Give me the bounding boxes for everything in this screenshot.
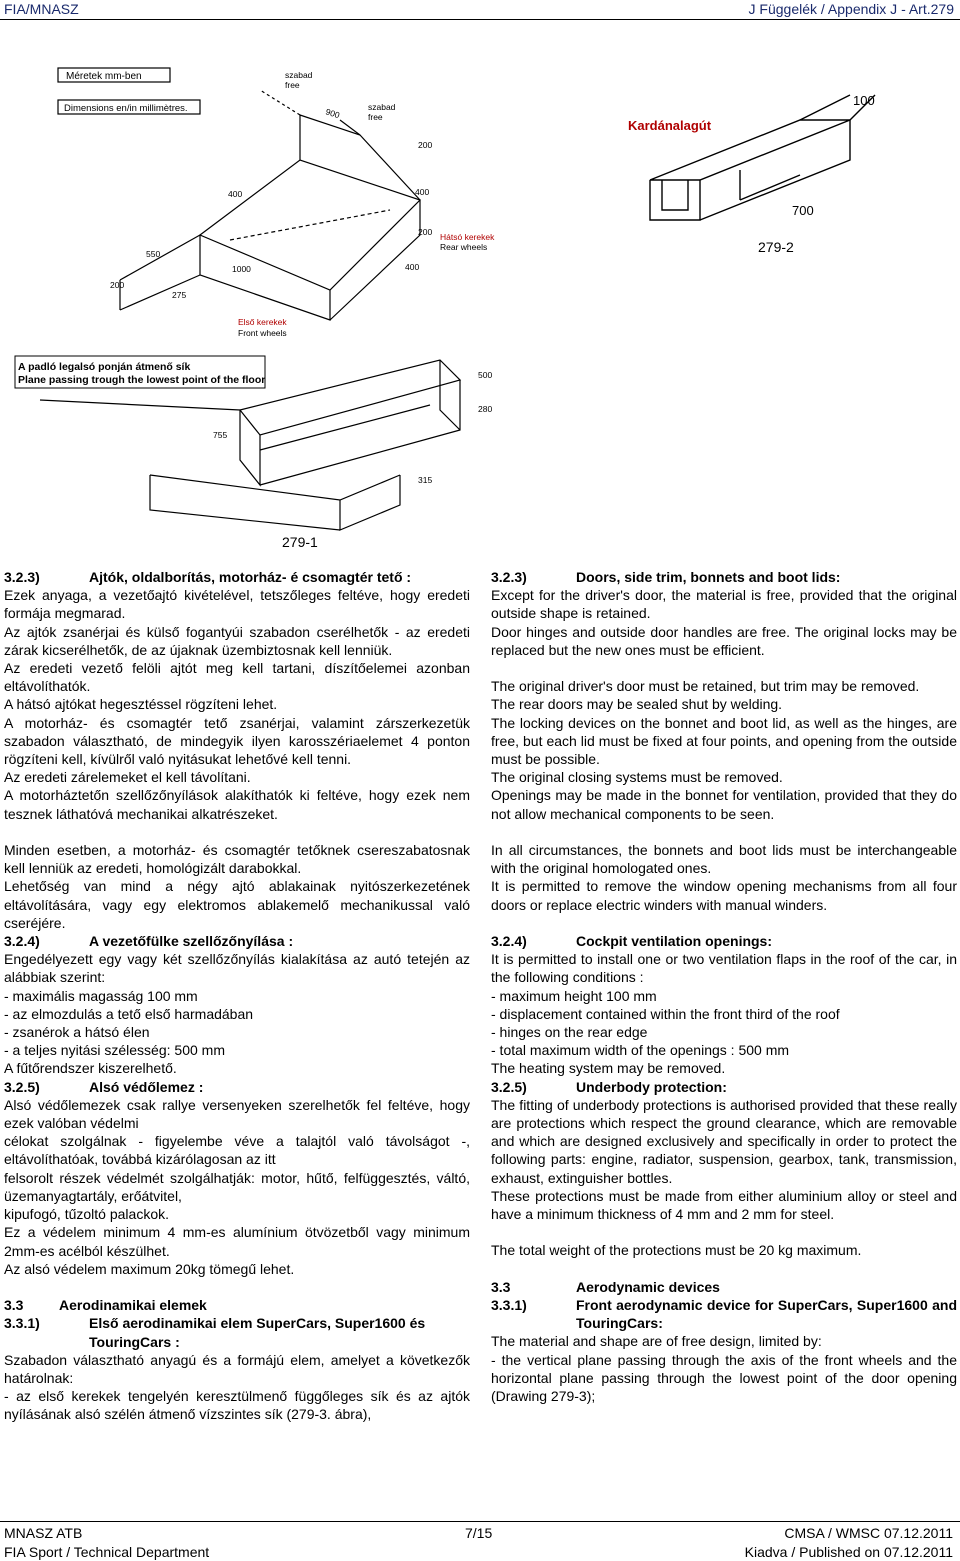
svg-text:400: 400 <box>415 187 430 197</box>
paragraph: It is permitted to remove the window opening mechanisms from all four doors or replace electric winders with manual winders. <box>491 878 957 913</box>
svg-text:275: 275 <box>172 290 187 300</box>
paragraph: It is permitted to install one or two ventilation flaps in the roof of the car, in the following conditions : <box>491 951 957 986</box>
column-english <box>491 568 957 1405</box>
figure-279-2-tunnel <box>0 40 495 350</box>
section-num: 3.3 <box>4 1297 24 1314</box>
paragraph: Minden esetben, a motorház- és csomagtér tetőknek csereszabatosnak kell lenniük az eredeti, homológizált darabokkal. <box>4 842 470 877</box>
dim-label-hu: Méretek mm-ben <box>66 71 142 82</box>
svg-text:1000: 1000 <box>232 264 251 274</box>
svg-text:szabad: szabad <box>285 70 313 80</box>
svg-text:free: free <box>285 80 300 90</box>
paragraph: Engedélyezett egy vagy két szellőzőnyílás kialakítása az autó tetején az alábbiak szerint: <box>4 951 470 986</box>
paragraph: Az ajtók zsanérjai és külső fogantyúi szabadon cserélhetők - az eredeti zárak kicserélhetők, de az újaknak üzembiztosnak kell lenniük. <box>4 623 470 658</box>
section-num: 3.3.1) <box>491 1297 527 1314</box>
paragraph: Az alsó védelem maximum 20kg tömegű lehet. <box>4 1260 295 1277</box>
kardan-dim-700: 700 <box>792 203 814 218</box>
svg-text:200: 200 <box>418 140 433 150</box>
svg-text:500: 500 <box>478 370 493 380</box>
footer-right-1: CMSA / WMSC 07.12.2011 <box>784 1525 953 1541</box>
list-item: - az elmozdulás a tető első harmadában <box>4 1005 254 1022</box>
footer-right-2: Kiadva / Published on 07.12.2011 <box>744 1544 953 1560</box>
paragraph: The heating system may be removed. <box>491 1060 726 1077</box>
section-title: Aerodinamikai elemek <box>59 1297 207 1314</box>
svg-text:900: 900 <box>324 106 341 121</box>
list-item: - maximum height 100 mm <box>491 987 657 1004</box>
svg-text:400: 400 <box>228 189 243 199</box>
page-header <box>0 0 960 20</box>
section-num: 3.2.3) <box>491 569 527 585</box>
svg-text:755: 755 <box>213 430 228 440</box>
svg-text:200: 200 <box>110 280 125 290</box>
paragraph: Lehetőség van mind a négy ajtó ablakainak nyitószerkezetének eltávolítására, vagy egy elektromos ablakemelő mechanikussal való cseréjére. <box>4 878 470 931</box>
section-title: Underbody protection: <box>576 1078 727 1095</box>
paragraph: Alsó védőlemezek csak rallye versenyeken szerelhetők fel feltéve, hogy ezek valóban védelmi <box>4 1096 470 1132</box>
section-num: 3.2.5) <box>491 1078 527 1095</box>
paragraph: The rear doors may be sealed shut by welding. <box>491 696 783 713</box>
svg-text:550: 550 <box>146 249 161 259</box>
section-num: 3.3.1) <box>4 1315 40 1332</box>
section-num: 3.2.3) <box>4 569 40 585</box>
list-item: - zsanérok a hátsó élen <box>4 1024 150 1041</box>
list-item: - hinges on the rear edge <box>491 1024 648 1041</box>
list-item: - a teljes nyitási szélesség: 500 mm <box>4 1042 225 1059</box>
paragraph: Door hinges and outside door handles are free. The original locks may be replaced but the new ones must be efficient. <box>491 623 957 658</box>
figure-279-1 <box>0 350 520 530</box>
section-num: 3.2.4) <box>491 933 527 950</box>
svg-text:Hátsó kerekek: Hátsó kerekek <box>440 232 495 242</box>
list-item: - total maximum width of the openings : 500 mm <box>491 1042 790 1059</box>
paragraph: The total weight of the protections must be 20 kg maximum. <box>491 1242 862 1259</box>
page-footer <box>0 1521 960 1560</box>
list-item: - displacement contained within the front third of the roof <box>491 1005 840 1022</box>
plane-label-en: Plane passing trough the lowest point of the floor <box>18 374 266 386</box>
list-item: - maximális magasság 100 mm <box>4 987 198 1004</box>
plane-label-hu: A padló legalsó ponján átmenő sík <box>18 361 191 373</box>
paragraph: Szabadon választható anyagú és a formájú elem, amelyet a következők határolnak: <box>4 1351 470 1386</box>
svg-text:400: 400 <box>405 262 420 272</box>
paragraph: The original driver's door must be retained, but trim may be removed. <box>491 678 920 695</box>
paragraph: felsorolt részek védelmét szolgálhatják: motor, hűtő, felfüggesztés, váltó, üzemanyagtartály, erőátvitel, <box>4 1169 470 1204</box>
section-title: Front aerodynamic device for SuperCars, Super1600 and TouringCars: <box>576 1297 957 1332</box>
section-num: 3.3 <box>491 1278 511 1295</box>
paragraph: A motorháztetőn szellőzőnyílások alakíthatók ki feltéve, hogy ezek nem tesznek láthatóvá mechanikai alkatrészeket. <box>4 787 470 822</box>
svg-text:200: 200 <box>418 227 433 237</box>
section-title: Első aerodinamikai elem SuperCars, Super1600 és TouringCars : <box>89 1315 426 1350</box>
paragraph: The fitting of underbody protections is authorised provided that these really are protections which respect the ground clearance, which are removable and which are designed exclusively and specifically in order to protect the following parts: engine, radiator, suspension, gearbox, tank, transmission, exhaust, extinguisher bottles. <box>491 1096 957 1186</box>
column-hungarian <box>4 568 470 1424</box>
paragraph: The original closing systems must be removed. <box>491 769 783 786</box>
section-num: 3.2.5) <box>4 1078 40 1095</box>
paragraph: Az eredeti vezető felöli ajtót meg kell tartani, díszítőelemei azonban eltávolíthatók. <box>4 660 470 695</box>
section-title: A vezetőfülke szellőzőnyílása : <box>89 933 294 950</box>
footer-left-2: FIA Sport / Technical Department <box>4 1544 210 1560</box>
caption-279-1: 279-1 <box>282 534 318 550</box>
section-num: 3.2.4) <box>4 933 40 950</box>
figure-kardan-tunnel <box>600 80 900 250</box>
dim-label-en: Dimensions en/in millimètres. <box>64 103 188 114</box>
caption-279-2: 279-2 <box>758 239 794 255</box>
svg-text:315: 315 <box>418 475 433 485</box>
paragraph: Except for the driver's door, the material is free, provided that the original outside shape is retained. <box>491 587 957 622</box>
header-right: J Függelék / Appendix J - Art.279 <box>748 1 954 17</box>
paragraph: - az első kerekek tengelyén keresztülmenő függőleges sík és az ajtók nyílásának alsó szélén átmenő vízszintes sík (279-3. ábra), <box>4 1388 470 1423</box>
paragraph: The locking devices on the bonnet and boot lid, as well as the hinges, are free, but each lid must be fixed at four points, and opening from the outside must be possible. <box>491 714 957 768</box>
footer-left-1: MNASZ ATB <box>4 1525 83 1541</box>
paragraph: Ezek anyaga, a vezetőajtó kivételével, tetszőleges feltéve, hogy eredeti formája megmarad. <box>4 587 470 622</box>
svg-text:szabad: szabad <box>368 102 396 112</box>
paragraph: kipufogó, tűzoltó palackok. <box>4 1206 169 1223</box>
paragraph: Openings may be made in the bonnet for ventilation, provided that they do not allow mechanical components to be seen. <box>491 787 957 822</box>
paragraph: These protections must be made from either aluminium alloy or steel and have a minimum thickness of 4 mm and 2 mm for steel. <box>491 1187 957 1223</box>
paragraph: A motorház- és csomagtér tető zsanérjai, valamint zárszerkezetük szabadon választható, de mindegyik ilyen karosszériaelemet 4 ponton rögzíteni kell, kívülről való nyitásukat lehetővé kell tenni. <box>4 714 470 768</box>
svg-text:Első kerekek: Első kerekek <box>238 317 287 327</box>
svg-text:free: free <box>368 112 383 122</box>
section-title: Aerodynamic devices <box>576 1278 720 1295</box>
paragraph: In all circumstances, the bonnets and boot lids must be interchangeable with the original homologated ones. <box>491 842 957 877</box>
paragraph: - the vertical plane passing through the axis of the front wheels and the horizontal plane passing through the lowest point of the door opening (Drawing 279-3); <box>491 1351 957 1405</box>
paragraph: The material and shape are of free design, limited by: <box>491 1333 822 1350</box>
paragraph: A hátsó ajtókat hegesztéssel rögzíteni lehet. <box>4 696 278 713</box>
paragraph: célokat szolgálnak - figyelembe véve a talajtól való távolságot -, eltávolíthatóak, továbbá kizárólagosan az itt <box>4 1133 470 1168</box>
paragraph: Ez a védelem minimum 4 mm-es alumínium ötvözetből vagy minimum 2mm-es acélból készülhet. <box>4 1224 470 1259</box>
kardan-label: Kardánalagút <box>628 118 712 133</box>
section-title: Doors, side trim, bonnets and boot lids: <box>576 569 841 585</box>
section-title: Cockpit ventilation openings: <box>576 933 773 950</box>
header-left: FIA/MNASZ <box>4 1 79 17</box>
section-title: Alsó védőlemez : <box>89 1078 204 1095</box>
paragraph: A fűtőrendszer kiszerelhető. <box>4 1060 177 1077</box>
svg-text:Front wheels: Front wheels <box>238 328 287 338</box>
page-number: 7/15 <box>465 1525 493 1541</box>
kardan-dim-100: 100 <box>853 93 875 108</box>
paragraph: Az eredeti zárelemeket el kell távolítani. <box>4 769 251 786</box>
section-title: Ajtók, oldalborítás, motorház- é csomagtér tető : <box>89 569 412 585</box>
svg-text:280: 280 <box>478 404 493 414</box>
svg-text:Rear wheels: Rear wheels <box>440 242 488 252</box>
